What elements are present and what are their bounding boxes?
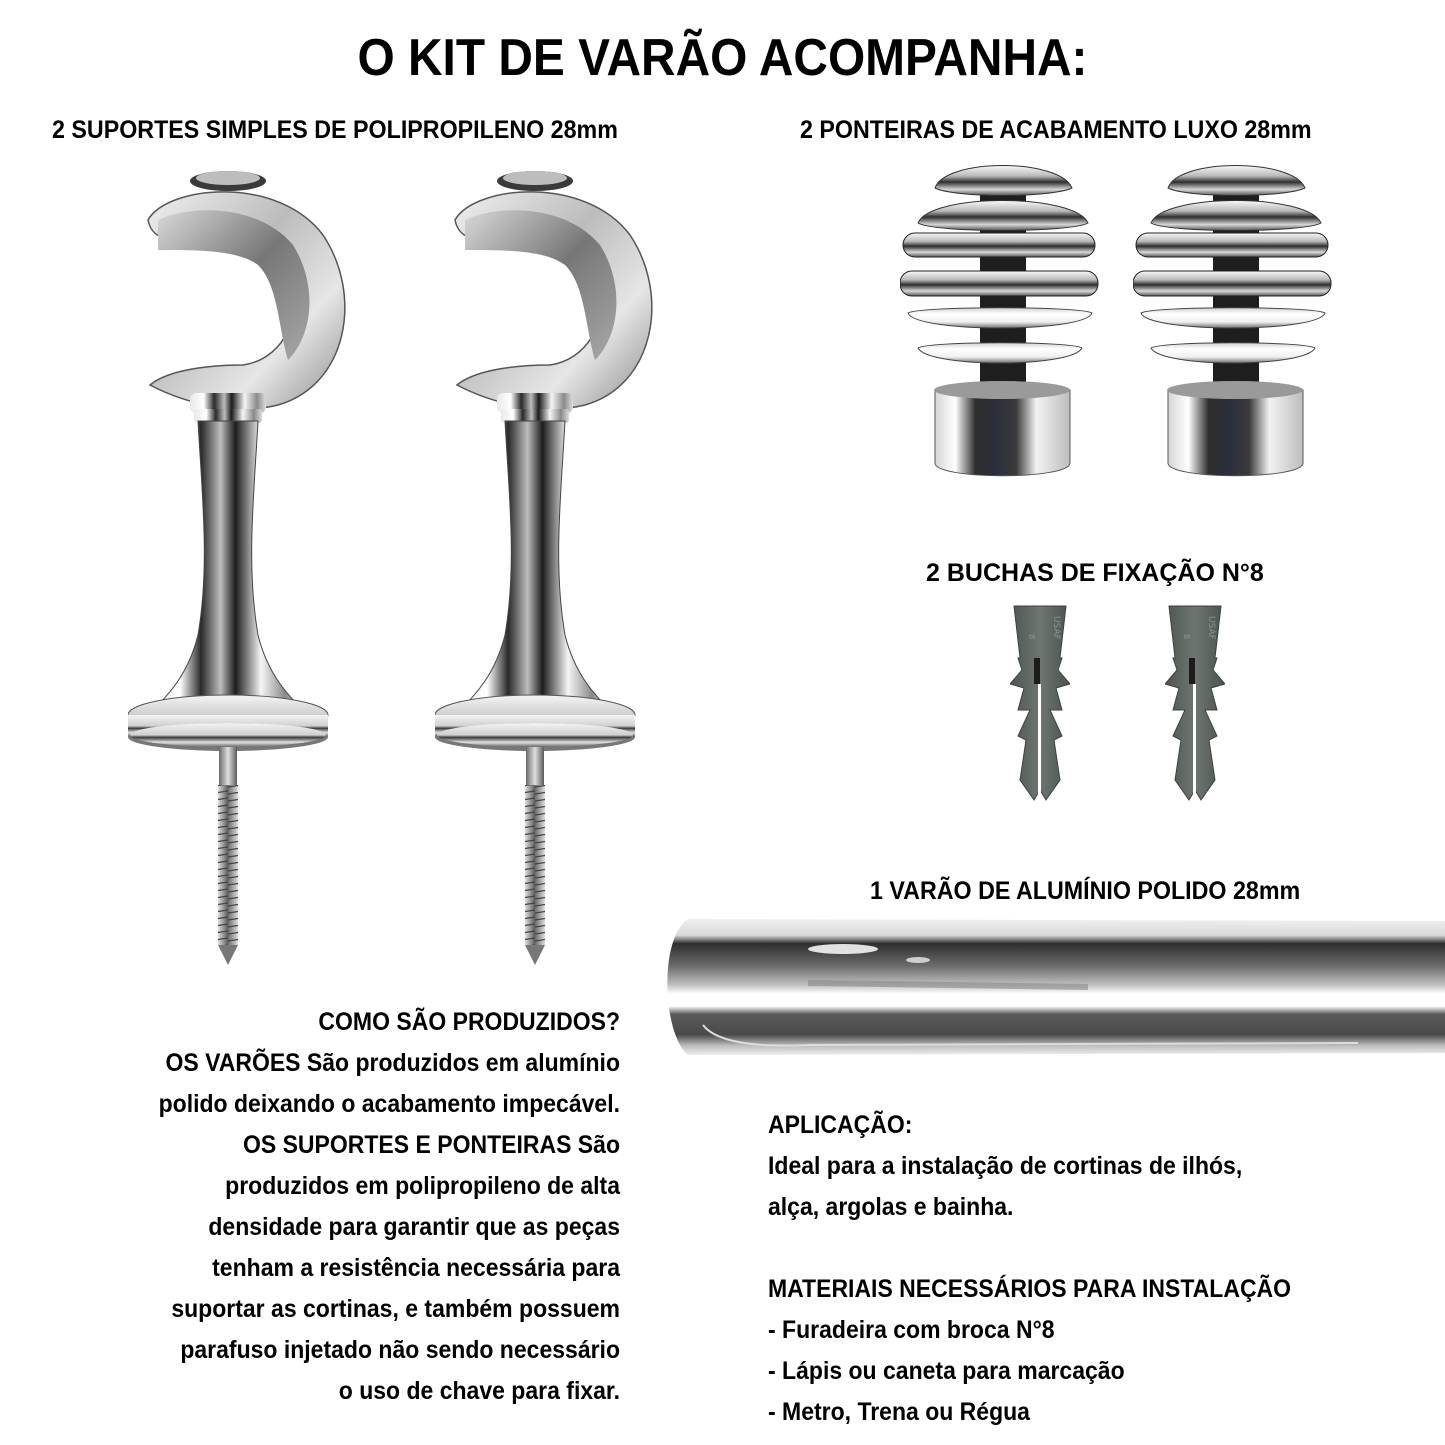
materials-item: - Metro, Trena ou Régua xyxy=(768,1398,1030,1426)
svg-text:8: 8 xyxy=(1182,634,1191,640)
page-title: O KIT DE VARÃO ACOMPANHA: xyxy=(357,29,1088,87)
finial-image-1 xyxy=(900,158,1100,478)
polished-rod-icon xyxy=(658,915,1445,1057)
finial-image-2 xyxy=(1133,158,1333,478)
application-info xyxy=(768,1105,1428,1433)
ponteiras-label: 2 PONTEIRAS DE ACABAMENTO LUXO 28mm xyxy=(800,116,1312,144)
application-heading: APLICAÇÃO: xyxy=(768,1111,913,1139)
svg-text:8: 8 xyxy=(1027,634,1036,640)
spacer xyxy=(768,1228,1428,1269)
production-heading: COMO SÃO PRODUZIDOS? xyxy=(318,1008,620,1036)
application-line: alça, argolas e bainha. xyxy=(768,1193,1014,1221)
wall-plug-image-1 xyxy=(1010,600,1070,805)
production-line: tenham a resistência necessária para xyxy=(212,1254,620,1282)
wall-plug-anchor-icon xyxy=(1010,600,1070,805)
application-line: Ideal para a instalação de cortinas de ilhós, xyxy=(768,1152,1243,1180)
production-line: produzidos em polipropileno de alta xyxy=(225,1172,620,1200)
ribbed-finial-icon xyxy=(1133,158,1333,478)
varao-label: 1 VARÃO DE ALUMÍNIO POLIDO 28mm xyxy=(870,877,1301,905)
ribbed-finial-icon xyxy=(900,158,1100,478)
buchas-label: 2 BUCHAS DE FIXAÇÃO N°8 xyxy=(926,559,1264,587)
curtain-bracket-hook-icon xyxy=(435,165,665,975)
wall-plug-image-2 xyxy=(1165,600,1225,805)
production-line: polido deixando o acabamento impecável. xyxy=(158,1090,620,1118)
production-line: densidade para garantir que as peças xyxy=(208,1213,621,1241)
suportes-label: 2 SUPORTES SIMPLES DE POLIPROPILENO 28mm xyxy=(52,116,618,144)
materials-item: - Furadeira com broca N°8 xyxy=(768,1316,1055,1344)
production-line: o uso de chave para fixar. xyxy=(338,1377,620,1405)
bracket-image-2 xyxy=(435,165,665,975)
rod-image xyxy=(658,915,1445,1057)
materials-heading: MATERIAIS NECESSÁRIOS PARA INSTALAÇÃO xyxy=(768,1275,1292,1303)
production-line: OS SUPORTES E PONTEIRAS São xyxy=(242,1131,620,1159)
svg-text:USAF: USAF xyxy=(1051,616,1061,640)
production-info xyxy=(20,1002,620,1412)
production-line: suportar as cortinas, e também possuem xyxy=(171,1295,621,1323)
production-line: parafuso injetado não sendo necessário xyxy=(180,1336,620,1364)
bracket-image-1 xyxy=(128,165,358,975)
materials-item: - Lápis ou caneta para marcação xyxy=(768,1357,1125,1385)
curtain-bracket-hook-icon xyxy=(128,165,358,975)
production-line: OS VARÕES São produzidos em alumínio xyxy=(165,1049,620,1077)
svg-text:USAF: USAF xyxy=(1206,616,1216,640)
wall-plug-anchor-icon xyxy=(1165,600,1225,805)
